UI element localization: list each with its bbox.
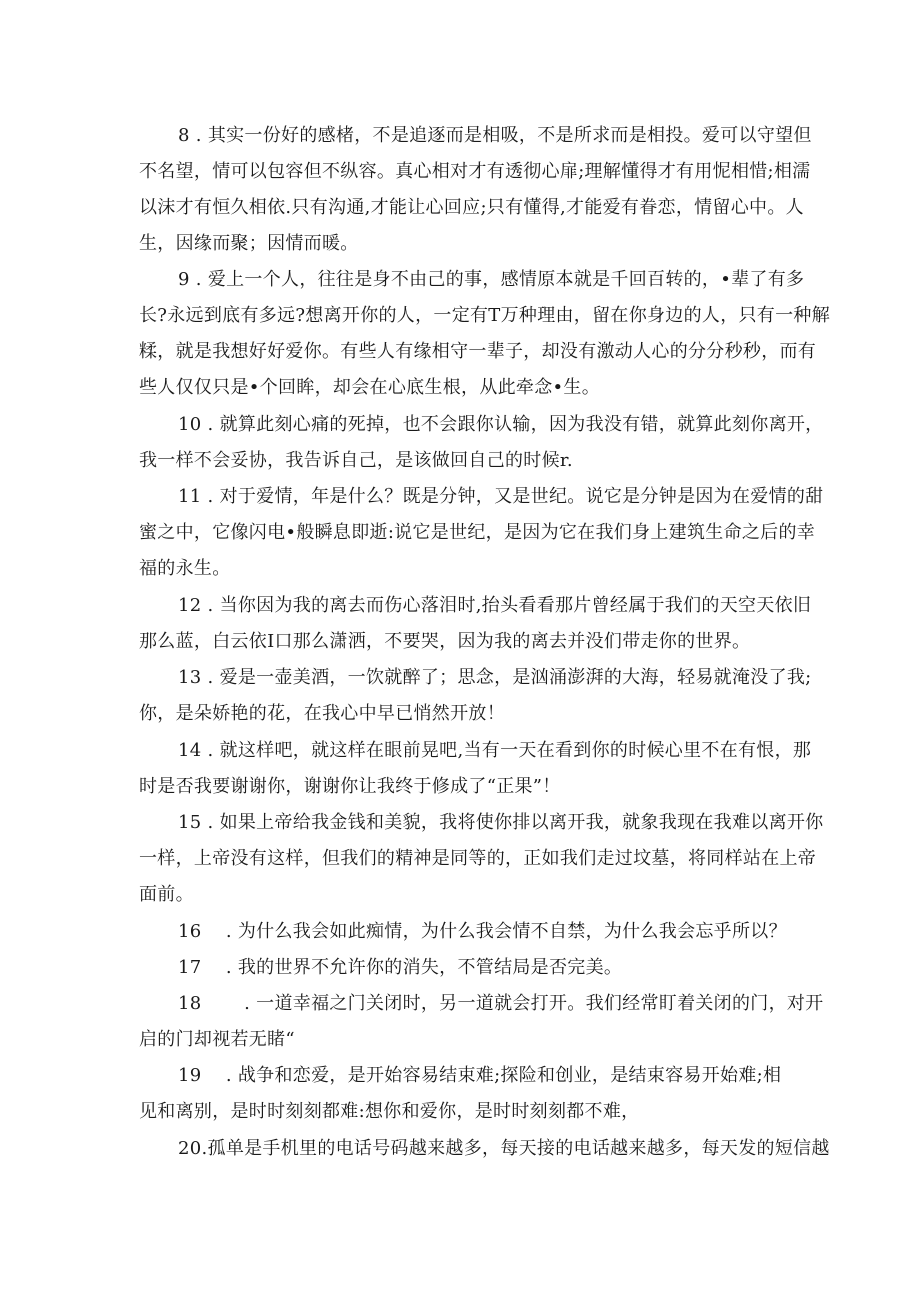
text-line: 8 . 其实一份好的感楮，不是追逐而是相吸，不是所求而是相投。爱可以守望但 <box>178 125 812 146</box>
text-line: 你，是朵娇艳的花，在我心中早已悄然开放！ <box>139 703 505 724</box>
text-line: 16 . 为什么我会如此痴情，为什么我会情不自禁，为什么我会忘乎所以？ <box>178 921 787 942</box>
text-line: 些人仅仅只是•个回眸，却会在心底生根，从此牵念•生。 <box>139 377 601 398</box>
text-line: 蜜之中，它像闪电•般瞬息即逝:说它是世纪，是因为它在我们身上建筑生命之后的幸 <box>139 522 816 543</box>
text-line: 不名望，情可以包容但不纵容。真心相对才有透彻心扉;理解懂得才有用怩相惜;相濡 <box>139 161 811 182</box>
text-line: 糅，就是我想好好爱你。有些人有缘相守一辈子，却没有激动人心的分分秒秒，而有 <box>139 341 817 362</box>
text-line: 14 . 就这样吧，就这样在眼前晃吧,当有一天在看到你的时候心里不在有恨，那 <box>178 740 812 761</box>
text-line: 见和离别，是时时刻刻都难:想你和爱你，是时时刻刻都不难， <box>139 1101 640 1122</box>
text-line: 时是否我要谢谢你，谢谢你让我终于修成了“正果”！ <box>139 776 561 797</box>
text-line: 一样，上帝没有这样，但我们的精神是同等的，正如我们走过坟墓，将同样站在上帝 <box>139 848 817 869</box>
text-line: 面前。 <box>139 884 194 905</box>
text-line: 生，因缘而聚；因情而暖。 <box>139 233 359 254</box>
text-line: 那么蓝，白云依I口那么潇洒，不要哭，因为我的离去并没们带走你的世界。 <box>139 631 751 652</box>
text-line: 17 . 我的世界不允许你的消失，不管结局是否完美。 <box>178 957 623 978</box>
text-line: 15 . 如果上帝给我金钱和美貌，我将使你排以离开我，就象我现在我难以离开你 <box>178 812 824 833</box>
text-line: 18 . 一道幸福之门关闭时，另一道就会打开。我们经常盯着关闭的门，对开 <box>178 993 824 1014</box>
text-line: 我一样不会妥协，我告诉自己，是该做回自己的时候r. <box>139 450 573 471</box>
text-line: 11 . 对于爱情，年是什么？既是分钟，又是世纪。说它是分钟是因为在爱情的甜 <box>178 486 824 507</box>
text-line: 长?永远到底有多远?想离开你的人，一定有T万种理由，留在你身边的人，只有一种解 <box>139 305 831 326</box>
text-line: 10 . 就算此刻心痛的死掉，也不会跟你认输，因为我没有错，就算此刻你离开， <box>178 414 824 435</box>
text-line: 19 . 战争和恋爱，是开始容易结束难;探险和创业，是结束容易开始难;相 <box>178 1065 782 1086</box>
text-line: 福的永生。 <box>139 558 231 579</box>
text-line: 9 . 爱上一个人，往往是身不由己的事，感情原本就是千回百转的，•辈了有多 <box>178 269 805 290</box>
text-line: 20.孤单是手机里的电话号码越来越多，每天接的电话越来越多，每天发的短信越 <box>178 1138 830 1159</box>
text-line: 启的门却视若无睹“ <box>139 1029 295 1050</box>
text-line: 以沫才有恒久相依.只有沟通,才能让心回应;只有懂得,才能爱有眷恋，情留心中。人 <box>139 197 804 218</box>
text-line: 13 . 爱是一壶美酒，一饮就醉了；思念，是汹涌澎湃的大海，轻易就淹没了我; <box>178 667 812 688</box>
text-line: 12 . 当你因为我的离去而伤心落泪时,抬头看看那片曾经属于我们的天空天依旧 <box>178 595 812 616</box>
